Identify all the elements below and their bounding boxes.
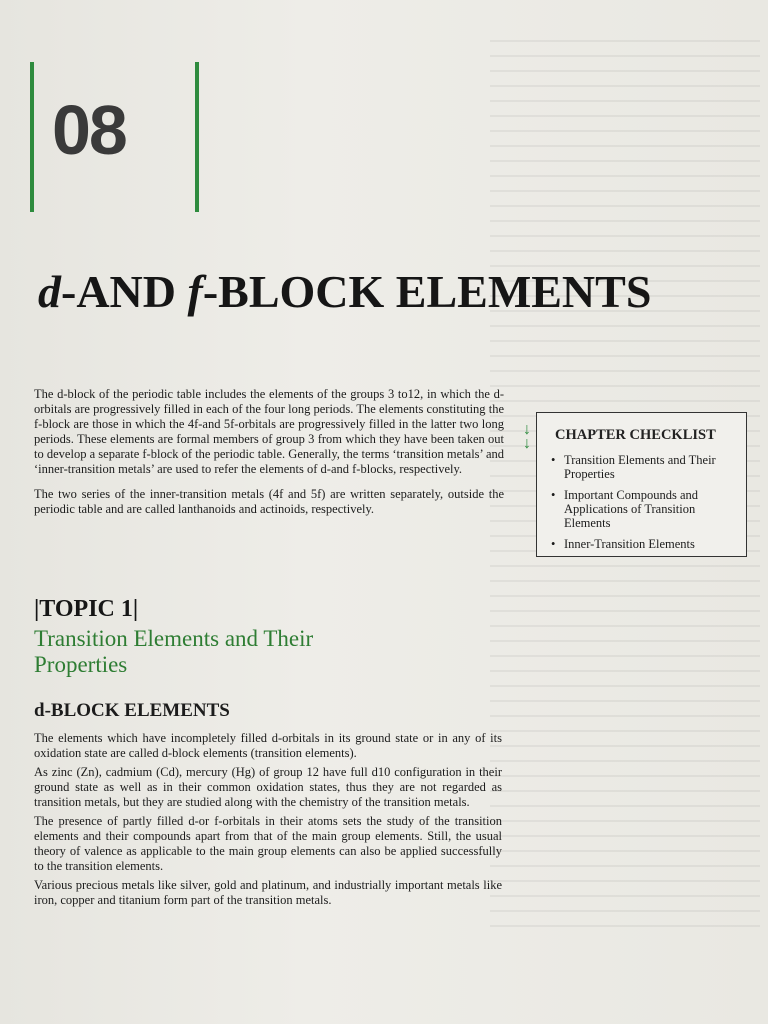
section-body: [34, 731, 502, 912]
checklist-list: [551, 453, 741, 558]
checklist-item: [551, 488, 741, 530]
chapter-number-bar-left: [30, 62, 34, 212]
chapter-number: 08: [52, 91, 126, 169]
checklist-heading: CHAPTER CHECKLIST: [555, 427, 716, 443]
section-paragraph: The elements which have incompletely filled d-orbitals in its ground state or in any of its oxidation state are called d-block elements (transition elements).: [34, 731, 502, 760]
section-paragraph: Various precious metals like silver, gold and platinum, and industrially important metals like iron, copper and titanium form part of the transition metals.: [34, 878, 502, 907]
chapter-number-bar-right: [195, 62, 199, 212]
intro-paragraph-2: The two series of the inner-transition metals (4f and 5f) are written separately, outside the periodic table and are called lanthanoids and actinoids, respectively.: [34, 487, 504, 516]
bullet-icon: •: [551, 537, 556, 551]
double-chevron-down-icon: ↓ ↓: [523, 421, 531, 452]
checklist-item: [551, 537, 741, 551]
topic-title: Transition Elements and Their Properties: [34, 626, 314, 677]
intro-paragraph-1: The d-block of the periodic table includes the elements of the groups 3 to12, in which the d-orbitals are progressively filled in each of the four long periods. The elements constituting the f-block are those in which the 4f-and 5f-orbitals are progressively filled in the latter two long periods. These elements are formal members of group 3 from which they have been taken out to develop a separate f-block of the periodic table. Generally, the terms ‘transition metals’ and ‘inner-transition metals’ are used to refer the elements of d-and f-blocks, respectively.: [34, 387, 504, 476]
chapter-title-d: d: [38, 266, 61, 317]
topic-label: |TOPIC 1|: [34, 596, 139, 622]
section-heading: d-BLOCK ELEMENTS: [34, 700, 230, 721]
section-paragraph: As zinc (Zn), cadmium (Cd), mercury (Hg) of group 12 have full d10 configuration in their ground state as well as in their common oxidation states, thus they are not regarded as transition metals, but they are studied along with the chemistry of the transition metals.: [34, 765, 502, 809]
checklist-item-label: Important Compounds and Applications of Transition Elements: [564, 488, 699, 530]
chapter-title-f: f: [187, 266, 203, 317]
chapter-title: [38, 265, 651, 318]
checklist-item: [551, 453, 741, 481]
checklist-item-label: Inner-Transition Elements: [564, 537, 695, 551]
bullet-icon: •: [551, 488, 556, 502]
checklist-item-label: Transition Elements and Their Properties: [564, 453, 716, 481]
intro-text: [34, 387, 504, 527]
chapter-title-rest: -BLOCK ELEMENTS: [202, 266, 652, 317]
section-paragraph: The presence of partly filled d-or f-orbitals in their atoms sets the study of the transition elements and their compounds apart from that of the main group elements. Still, the usual theory of valence as applicable to the main group elements can also be applied successfully to the transition elements.: [34, 814, 502, 873]
bullet-icon: •: [551, 453, 556, 467]
chapter-checklist-box: [523, 412, 747, 557]
chapter-title-and: -AND: [61, 266, 188, 317]
